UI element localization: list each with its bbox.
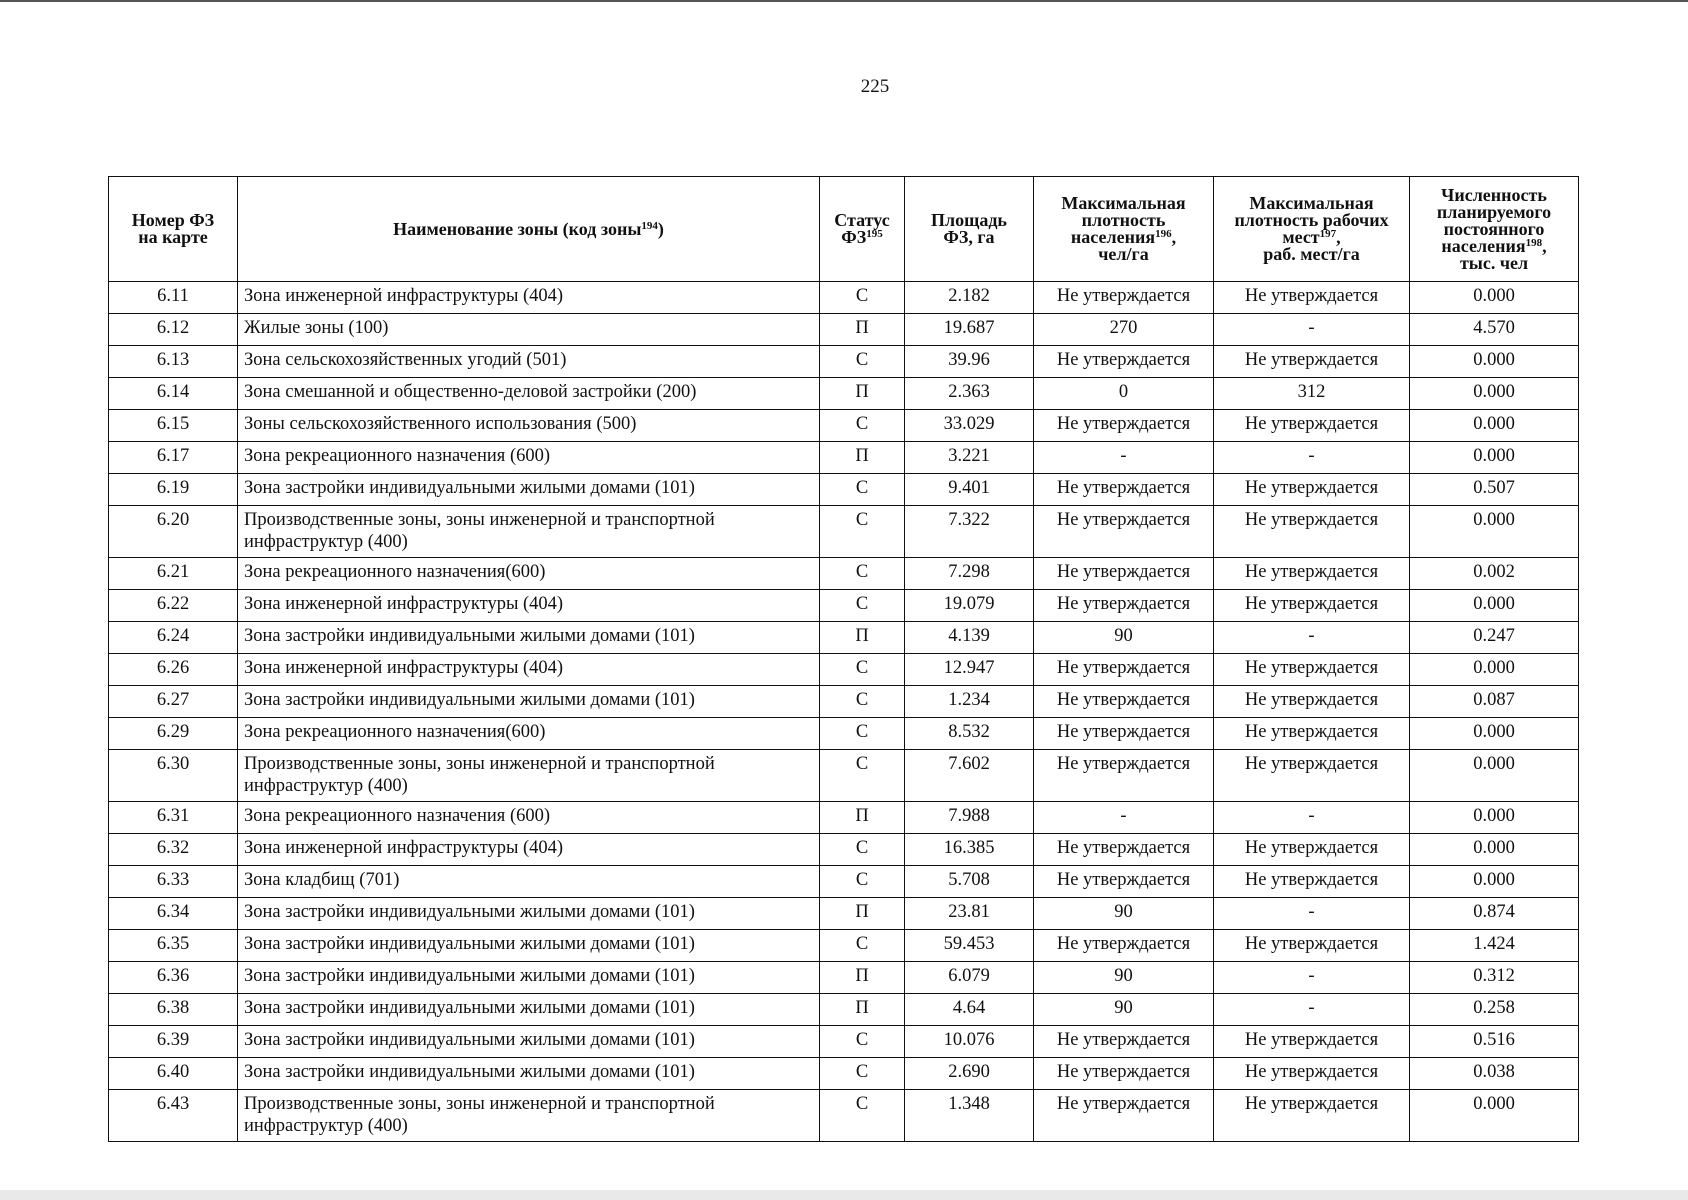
cell-status: С <box>820 1026 905 1058</box>
cell-job-density: Не утверждается <box>1214 558 1410 590</box>
cell-planned-population: 0.000 <box>1410 866 1579 898</box>
cell-zone-number: 6.29 <box>109 718 238 750</box>
cell-job-density: Не утверждается <box>1214 410 1410 442</box>
cell-zone-name: Зона рекреационного назначения (600) <box>238 802 820 834</box>
cell-job-density: Не утверждается <box>1214 718 1410 750</box>
cell-zone-number: 6.15 <box>109 410 238 442</box>
cell-status: П <box>820 442 905 474</box>
cell-zone-number: 6.40 <box>109 1058 238 1090</box>
cell-planned-population: 0.507 <box>1410 474 1579 506</box>
cell-population-density: Не утверждается <box>1034 686 1214 718</box>
cell-area: 23.81 <box>905 898 1034 930</box>
cell-zone-number: 6.17 <box>109 442 238 474</box>
header-planned-population: Численность планируемого постоянного населения$^{198}$, тыс. чел <box>1410 177 1579 282</box>
cell-status: С <box>820 654 905 686</box>
cell-zone-number: 6.38 <box>109 994 238 1026</box>
cell-planned-population: 0.516 <box>1410 1026 1579 1058</box>
header-row <box>109 177 1579 282</box>
cell-status: С <box>820 590 905 622</box>
table-row <box>109 558 1579 590</box>
cell-status: П <box>820 622 905 654</box>
cell-job-density: Не утверждается <box>1214 834 1410 866</box>
cell-status: С <box>820 686 905 718</box>
cell-status: П <box>820 378 905 410</box>
cell-population-density: Не утверждается <box>1034 866 1214 898</box>
cell-zone-name: Зона застройки индивидуальными жилыми домами (101) <box>238 930 820 962</box>
cell-planned-population: 0.000 <box>1410 346 1579 378</box>
cell-population-density: 90 <box>1034 994 1214 1026</box>
cell-area: 8.532 <box>905 718 1034 750</box>
cell-job-density: Не утверждается <box>1214 590 1410 622</box>
cell-zone-name: Зона застройки индивидуальными жилыми домами (101) <box>238 622 820 654</box>
cell-area: 1.348 <box>905 1090 1034 1142</box>
table-row <box>109 866 1579 898</box>
cell-area: 39.96 <box>905 346 1034 378</box>
cell-population-density: 0 <box>1034 378 1214 410</box>
cell-planned-population: 0.087 <box>1410 686 1579 718</box>
cell-zone-name: Зона застройки индивидуальными жилыми домами (101) <box>238 1026 820 1058</box>
cell-zone-name: Зона сельскохозяйственных угодий (501) <box>238 346 820 378</box>
cell-status: С <box>820 750 905 802</box>
cell-zone-name: Зона смешанной и общественно-деловой застройки (200) <box>238 378 820 410</box>
cell-zone-name: Зоны сельскохозяйственного использования (500) <box>238 410 820 442</box>
cell-population-density: Не утверждается <box>1034 930 1214 962</box>
cell-population-density: Не утверждается <box>1034 590 1214 622</box>
cell-planned-population: 0.000 <box>1410 590 1579 622</box>
cell-zone-name: Зона застройки индивидуальными жилыми домами (101) <box>238 898 820 930</box>
cell-planned-population: 0.874 <box>1410 898 1579 930</box>
page-number: 225 <box>860 76 890 97</box>
cell-status: С <box>820 930 905 962</box>
cell-area: 59.453 <box>905 930 1034 962</box>
cell-job-density: Не утверждается <box>1214 930 1410 962</box>
cell-population-density: Не утверждается <box>1034 1026 1214 1058</box>
cell-population-density: - <box>1034 802 1214 834</box>
table-row <box>109 802 1579 834</box>
cell-zone-number: 6.11 <box>109 282 238 314</box>
cell-zone-number: 6.14 <box>109 378 238 410</box>
cell-area: 7.988 <box>905 802 1034 834</box>
cell-area: 7.602 <box>905 750 1034 802</box>
cell-area: 7.298 <box>905 558 1034 590</box>
cell-planned-population: 1.424 <box>1410 930 1579 962</box>
cell-area: 2.182 <box>905 282 1034 314</box>
table-row <box>109 282 1579 314</box>
header-number: Номер ФЗ на карте <box>109 177 238 282</box>
cell-zone-name: Зона инженерной инфраструктуры (404) <box>238 282 820 314</box>
cell-population-density: 90 <box>1034 622 1214 654</box>
cell-zone-number: 6.31 <box>109 802 238 834</box>
cell-zone-name: Зона рекреационного назначения (600) <box>238 442 820 474</box>
cell-job-density: - <box>1214 802 1410 834</box>
cell-status: С <box>820 506 905 558</box>
cell-status: С <box>820 558 905 590</box>
cell-status: С <box>820 834 905 866</box>
cell-zone-number: 6.19 <box>109 474 238 506</box>
table-row <box>109 718 1579 750</box>
cell-population-density: Не утверждается <box>1034 410 1214 442</box>
cell-job-density: Не утверждается <box>1214 686 1410 718</box>
cell-planned-population: 0.000 <box>1410 718 1579 750</box>
cell-zone-name: Производственные зоны, зоны инженерной и транспортной инфраструктур (400) <box>238 506 820 558</box>
cell-population-density: Не утверждается <box>1034 1090 1214 1142</box>
cell-zone-name: Зона инженерной инфраструктуры (404) <box>238 834 820 866</box>
cell-planned-population: 0.000 <box>1410 750 1579 802</box>
cell-job-density: Не утверждается <box>1214 474 1410 506</box>
table-row <box>109 1058 1579 1090</box>
table-row <box>109 654 1579 686</box>
cell-zone-name: Зона застройки индивидуальными жилыми домами (101) <box>238 474 820 506</box>
cell-zone-name: Зона кладбищ (701) <box>238 866 820 898</box>
cell-area: 6.079 <box>905 962 1034 994</box>
header-status: Статус ФЗ$^{195}$ <box>820 177 905 282</box>
cell-area: 5.708 <box>905 866 1034 898</box>
cell-population-density: Не утверждается <box>1034 474 1214 506</box>
cell-status: С <box>820 866 905 898</box>
cell-zone-name: Зона застройки индивидуальными жилыми домами (101) <box>238 962 820 994</box>
zones-table <box>108 176 1579 1142</box>
cell-zone-name: Зона рекреационного назначения(600) <box>238 558 820 590</box>
cell-job-density: Не утверждается <box>1214 346 1410 378</box>
table-row <box>109 1090 1579 1142</box>
cell-planned-population: 0.000 <box>1410 442 1579 474</box>
cell-zone-number: 6.43 <box>109 1090 238 1142</box>
cell-area: 33.029 <box>905 410 1034 442</box>
cell-job-density: - <box>1214 994 1410 1026</box>
cell-status: П <box>820 314 905 346</box>
cell-population-density: Не утверждается <box>1034 1058 1214 1090</box>
cell-zone-name: Производственные зоны, зоны инженерной и транспортной инфраструктур (400) <box>238 750 820 802</box>
cell-status: С <box>820 282 905 314</box>
table-row <box>109 442 1579 474</box>
cell-planned-population: 0.000 <box>1410 410 1579 442</box>
cell-area: 2.363 <box>905 378 1034 410</box>
cell-zone-number: 6.22 <box>109 590 238 622</box>
cell-status: П <box>820 994 905 1026</box>
table-row <box>109 474 1579 506</box>
cell-population-density: - <box>1034 442 1214 474</box>
cell-population-density: Не утверждается <box>1034 654 1214 686</box>
cell-job-density: Не утверждается <box>1214 506 1410 558</box>
cell-zone-name: Зона застройки индивидуальными жилыми домами (101) <box>238 1058 820 1090</box>
cell-population-density: 90 <box>1034 962 1214 994</box>
cell-zone-number: 6.13 <box>109 346 238 378</box>
cell-area: 4.64 <box>905 994 1034 1026</box>
table-row <box>109 834 1579 866</box>
cell-status: П <box>820 962 905 994</box>
cell-area: 7.322 <box>905 506 1034 558</box>
cell-planned-population: 0.038 <box>1410 1058 1579 1090</box>
table-header <box>109 177 1579 282</box>
cell-status: П <box>820 898 905 930</box>
cell-zone-name: Зона застройки индивидуальными жилыми домами (101) <box>238 686 820 718</box>
cell-zone-name: Жилые зоны (100) <box>238 314 820 346</box>
cell-planned-population: 0.000 <box>1410 378 1579 410</box>
scan-edge-top <box>0 0 1688 2</box>
cell-area: 19.079 <box>905 590 1034 622</box>
table-row <box>109 590 1579 622</box>
cell-zone-number: 6.33 <box>109 866 238 898</box>
cell-planned-population: 0.000 <box>1410 506 1579 558</box>
cell-job-density: Не утверждается <box>1214 1090 1410 1142</box>
cell-planned-population: 0.000 <box>1410 282 1579 314</box>
cell-population-density: Не утверждается <box>1034 750 1214 802</box>
cell-planned-population: 4.570 <box>1410 314 1579 346</box>
cell-area: 12.947 <box>905 654 1034 686</box>
cell-population-density: Не утверждается <box>1034 346 1214 378</box>
table-row <box>109 506 1579 558</box>
table-body <box>109 282 1579 1142</box>
cell-zone-number: 6.20 <box>109 506 238 558</box>
cell-zone-number: 6.30 <box>109 750 238 802</box>
table-row <box>109 346 1579 378</box>
cell-zone-number: 6.12 <box>109 314 238 346</box>
cell-status: С <box>820 1090 905 1142</box>
header-zone-name: Наименование зоны (код зоны$^{194}$) <box>238 177 820 282</box>
cell-job-density: Не утверждается <box>1214 282 1410 314</box>
cell-job-density: - <box>1214 442 1410 474</box>
cell-status: С <box>820 474 905 506</box>
cell-zone-number: 6.32 <box>109 834 238 866</box>
cell-zone-number: 6.39 <box>109 1026 238 1058</box>
table-row <box>109 378 1579 410</box>
cell-area: 4.139 <box>905 622 1034 654</box>
cell-job-density: Не утверждается <box>1214 866 1410 898</box>
table-row <box>109 410 1579 442</box>
cell-status: С <box>820 410 905 442</box>
cell-status: С <box>820 1058 905 1090</box>
cell-population-density: 90 <box>1034 898 1214 930</box>
cell-planned-population: 0.247 <box>1410 622 1579 654</box>
table-row <box>109 686 1579 718</box>
cell-area: 2.690 <box>905 1058 1034 1090</box>
cell-planned-population: 0.002 <box>1410 558 1579 590</box>
cell-status: С <box>820 346 905 378</box>
cell-population-density: Не утверждается <box>1034 282 1214 314</box>
cell-area: 1.234 <box>905 686 1034 718</box>
cell-zone-name: Зона инженерной инфраструктуры (404) <box>238 590 820 622</box>
cell-zone-number: 6.24 <box>109 622 238 654</box>
table-row <box>109 750 1579 802</box>
table-row <box>109 314 1579 346</box>
cell-job-density: Не утверждается <box>1214 750 1410 802</box>
cell-planned-population: 0.000 <box>1410 834 1579 866</box>
cell-zone-name: Производственные зоны, зоны инженерной и транспортной инфраструктур (400) <box>238 1090 820 1142</box>
cell-zone-number: 6.21 <box>109 558 238 590</box>
table-row <box>109 898 1579 930</box>
cell-job-density: Не утверждается <box>1214 1058 1410 1090</box>
cell-job-density: Не утверждается <box>1214 654 1410 686</box>
cell-planned-population: 0.000 <box>1410 1090 1579 1142</box>
cell-zone-name: Зона инженерной инфраструктуры (404) <box>238 654 820 686</box>
cell-job-density: - <box>1214 622 1410 654</box>
cell-zone-name: Зона рекреационного назначения(600) <box>238 718 820 750</box>
scan-edge-bottom <box>0 1190 1688 1200</box>
table-row <box>109 962 1579 994</box>
cell-area: 3.221 <box>905 442 1034 474</box>
cell-zone-number: 6.34 <box>109 898 238 930</box>
cell-zone-number: 6.36 <box>109 962 238 994</box>
cell-zone-name: Зона застройки индивидуальными жилыми домами (101) <box>238 994 820 1026</box>
cell-area: 19.687 <box>905 314 1034 346</box>
cell-area: 9.401 <box>905 474 1034 506</box>
cell-job-density: - <box>1214 314 1410 346</box>
cell-zone-number: 6.26 <box>109 654 238 686</box>
cell-job-density: Не утверждается <box>1214 1026 1410 1058</box>
cell-planned-population: 0.000 <box>1410 654 1579 686</box>
cell-status: С <box>820 718 905 750</box>
table-row <box>109 994 1579 1026</box>
cell-planned-population: 0.258 <box>1410 994 1579 1026</box>
cell-status: П <box>820 802 905 834</box>
cell-planned-population: 0.312 <box>1410 962 1579 994</box>
header-area: Площадь ФЗ, га <box>905 177 1034 282</box>
cell-planned-population: 0.000 <box>1410 802 1579 834</box>
table-row <box>109 622 1579 654</box>
cell-area: 16.385 <box>905 834 1034 866</box>
header-job-density: Максимальная плотность рабочих мест$^{197}$, раб. мест/га <box>1214 177 1410 282</box>
cell-zone-number: 6.35 <box>109 930 238 962</box>
cell-zone-number: 6.27 <box>109 686 238 718</box>
cell-population-density: Не утверждается <box>1034 718 1214 750</box>
cell-job-density: - <box>1214 898 1410 930</box>
cell-area: 10.076 <box>905 1026 1034 1058</box>
table-row <box>109 1026 1579 1058</box>
cell-population-density: Не утверждается <box>1034 834 1214 866</box>
cell-population-density: Не утверждается <box>1034 506 1214 558</box>
cell-population-density: 270 <box>1034 314 1214 346</box>
cell-population-density: Не утверждается <box>1034 558 1214 590</box>
cell-job-density: - <box>1214 962 1410 994</box>
cell-job-density: 312 <box>1214 378 1410 410</box>
header-population-density: Максимальная плотность населения$^{196}$, чел/га <box>1034 177 1214 282</box>
table-row <box>109 930 1579 962</box>
